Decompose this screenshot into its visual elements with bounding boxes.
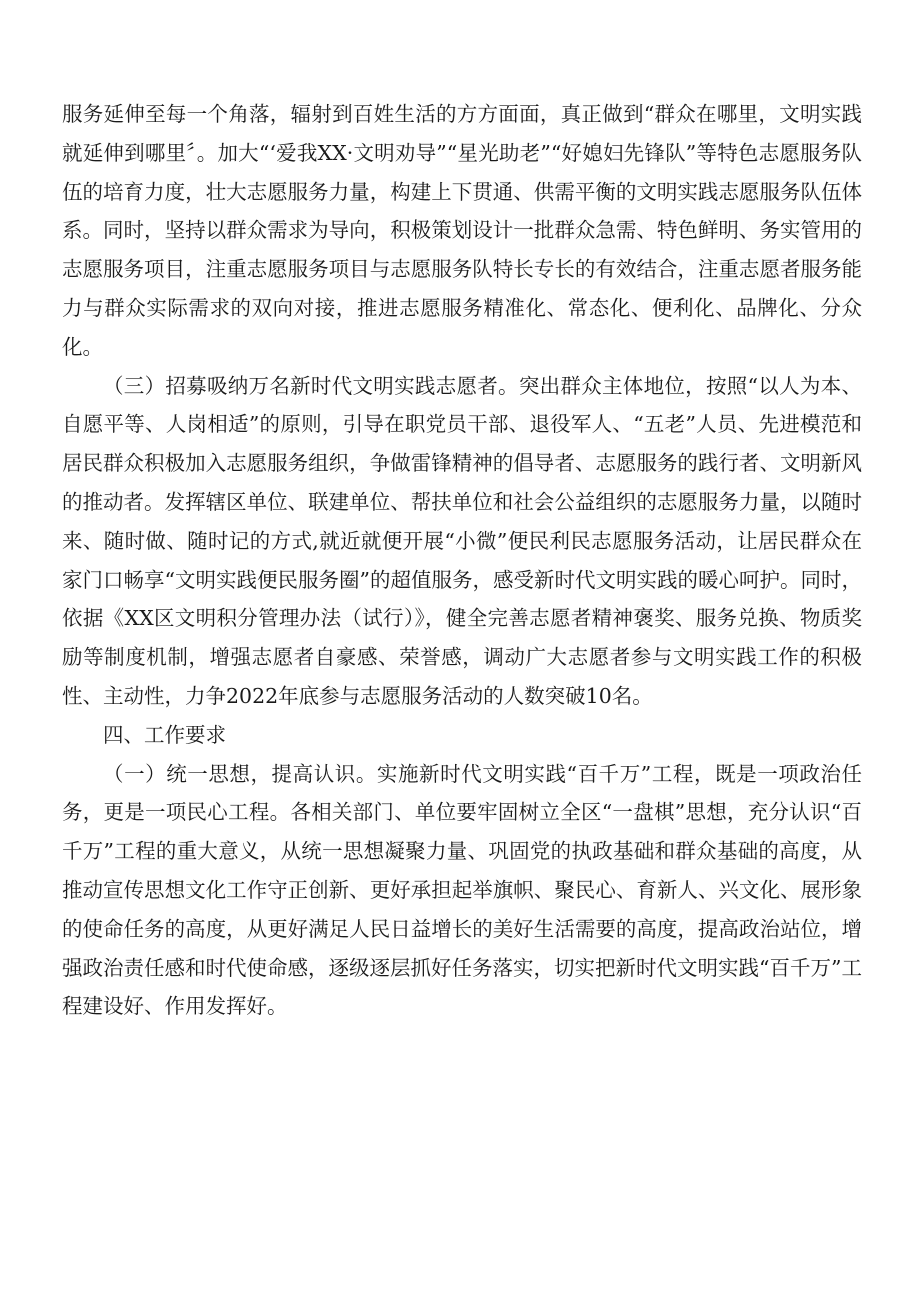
section-heading-work-requirements: 四、工作要求 bbox=[103, 722, 226, 747]
paragraph-volunteer-service-extension: 服务延伸至每一个角落，辐射到百姓生活的方方面面，真正做到“群众在哪里，文明实践就延伸到哪里〞。加大“‘爱我XX·文明劝导”“星光助老”“好媳妇先锋队”等特色志愿服务队伍的培育力度，壮大志愿服务力量，构建上下贯通、供需平衡的文明实践志愿服务队伍体系。同时，坚持以群众需求为导向，积极策划设计一批群众急需、特色鲜明、务实管用的志愿服务项目，注重志愿服务项目与志愿服务队特长专长的有效结合，注重志愿者服务能力与群众实际需求的双向对接，推进志愿服务精准化、常态化、便利化、品牌化、分众化。 bbox=[62, 102, 862, 359]
document-body bbox=[62, 95, 862, 1026]
paragraph-recruit-volunteers: （三）招募吸纳万名新时代文明实践志愿者。突出群众主体地位，按照“以人为本、自愿平等、人岗相适”的原则，引导在职党员干部、退役军人、“五老”人员、先进模范和居民群众积极加入志愿服务组织，争做雷锋精神的倡导者、志愿服务的践行者、文明新风的推动者。发挥辖区单位、联建单位、帮扶单位和社会公益组织的志愿服务力量，以随时来、随时做、随时记的方式,就近就便开展“小微”便民利民志愿服务活动，让居民群众在家门口畅享“文明实践便民服务圈”的超值服务，感受新时代文明实践的暖心呵护。同时，依据《XX区文明积分管理办法（试行）》，健全完善志愿者精神褒奖、服务兑换、物质奖励等制度机制，增强志愿者自豪感、荣誉感，调动广大志愿者参与文明实践工作的积极性、主动性，力争2022年底参与志愿服务活动的人数突破10名。 bbox=[62, 373, 862, 708]
paragraph-unify-thinking: （一）统一思想，提高认识。实施新时代文明实践“百千万”工程，既是一项政治任务，更是一项民心工程。各相关部门、单位要牢固树立全区“一盘棋”思想，充分认识“百千万”工程的重大意义，从统一思想凝聚力量、巩固党的执政基础和群众基础的高度，从推动宣传思想文化工作守正创新、更好承担起举旗帜、聚民心、育新人、兴文化、展形象的使命任务的高度，从更好满足人民日益增长的美好生活需要的高度，提高政治站位，增强政治责任感和时代使命感，逐级逐层抓好任务落实，切实把新时代文明实践“百千万”工程建设好、作用发挥好。 bbox=[62, 761, 862, 1019]
